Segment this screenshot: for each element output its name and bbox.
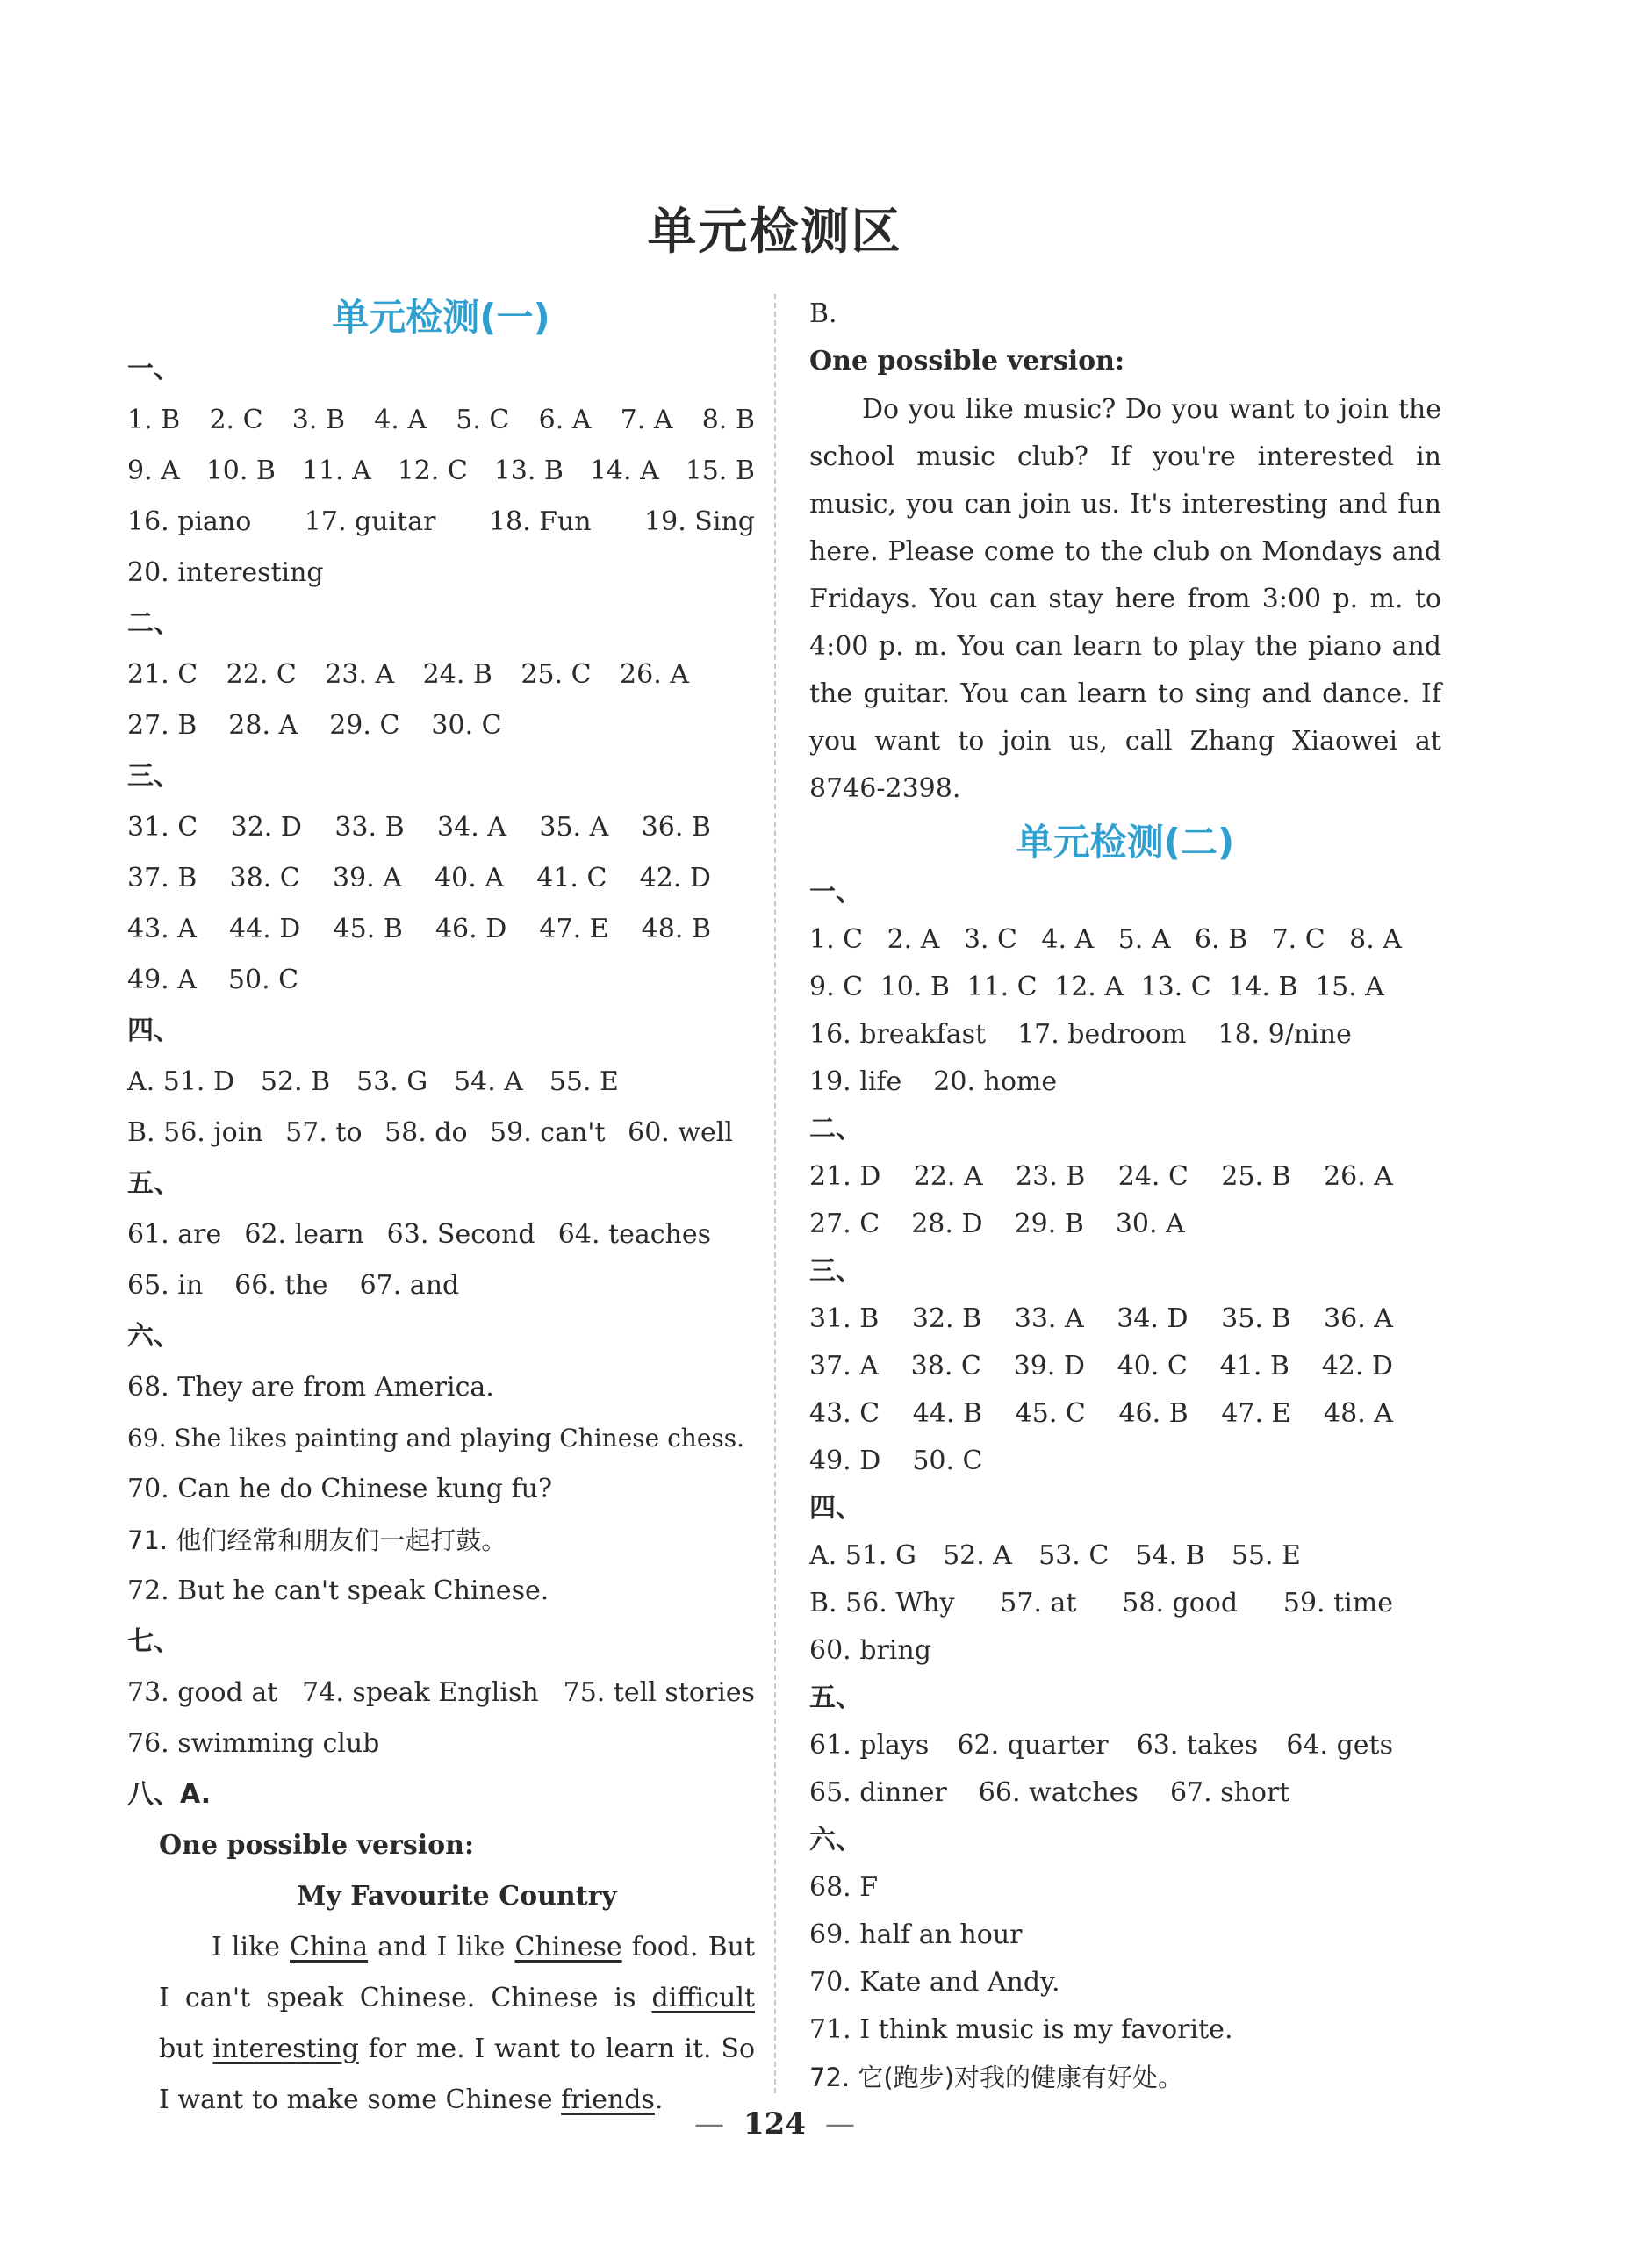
test2-s4-heading: 四、 [809, 1493, 862, 1524]
answer: 74. speak English [302, 1677, 539, 1708]
test2-s5-heading: 五、 [809, 1683, 862, 1713]
answer: 37. B [127, 863, 198, 893]
answer: A. 51. G [809, 1540, 916, 1571]
answer: 42. D [1321, 1351, 1393, 1381]
answer-row [809, 1769, 1441, 1817]
answer: 8. B [701, 405, 755, 435]
answer: 19. life [809, 1066, 902, 1097]
answer: 54. A [454, 1066, 523, 1097]
answer: 9. C [809, 972, 864, 1002]
answer: 17. guitar [304, 506, 436, 537]
answer: 60. bring [809, 1635, 931, 1666]
answer: 15. B [685, 456, 755, 486]
answer: 1. C [809, 924, 864, 955]
answer-line: 72. 它(跑步)对我的健康有好处。 [809, 2063, 1183, 2092]
answer: 31. B [809, 1303, 880, 1334]
answer: 41. B [1219, 1351, 1289, 1381]
answer: 46. D [435, 914, 507, 944]
answer: 52. B [260, 1066, 331, 1097]
answer: 67. and [359, 1270, 460, 1301]
answer: 48. B [641, 914, 711, 944]
page-title: 单元检测区 [647, 204, 902, 261]
answer: 49. D [809, 1446, 881, 1476]
test2-s1-heading: 一、 [809, 877, 862, 908]
answer: 62. learn [244, 1219, 364, 1250]
answer: 15. A [1315, 972, 1384, 1002]
answer: A. 51. D [127, 1066, 235, 1097]
test1-s6-heading: 六、 [127, 1321, 180, 1352]
answer: 52. A [943, 1540, 1012, 1571]
page-number-value: 124 [743, 2106, 806, 2142]
answer: 6. B [1194, 924, 1248, 955]
answer: 27. B [127, 710, 198, 741]
essay-title: My Favourite Country [297, 1881, 617, 1912]
answer: 53. C [1038, 1540, 1110, 1571]
answer: 60. well [628, 1117, 733, 1148]
answer: 43. A [127, 914, 197, 944]
answer: 34. D [1117, 1303, 1189, 1334]
answer: 53. G [356, 1066, 428, 1097]
essay-block [127, 1820, 755, 2126]
answer: 3. C [963, 924, 1017, 955]
answer-row [809, 1011, 1441, 1058]
test1-s1-heading: 一、 [127, 354, 180, 384]
answer: 37. A [809, 1351, 879, 1381]
test2-s6-heading: 六、 [809, 1825, 862, 1855]
answer-line: 68. They are from America. [127, 1372, 494, 1403]
answer: 13. B [493, 456, 564, 486]
answer: 55. E [1231, 1540, 1301, 1571]
essay-label: One possible version: [159, 1830, 475, 1861]
answer: 25. B [1221, 1161, 1291, 1192]
answer-row [809, 1201, 1441, 1248]
answer: 21. D [809, 1161, 881, 1192]
answer: 17. bedroom [1017, 1019, 1187, 1050]
answer-line: 70. Kate and Andy. [809, 1967, 1060, 1998]
answer: 28. D [911, 1209, 983, 1239]
answer: 67. short [1169, 1777, 1290, 1808]
answer: 58. do [384, 1117, 468, 1148]
answer-row [809, 1532, 1301, 1580]
answer-row [127, 802, 711, 853]
answer-row [809, 1580, 1393, 1627]
answer-line: 69. half an hour [809, 1920, 1023, 1950]
answer: 54. B [1135, 1540, 1205, 1571]
essay-text: I like [212, 1932, 290, 1963]
answer: 10. B [880, 972, 950, 1002]
essay-text: and I like [368, 1932, 515, 1963]
answer: 66. watches [978, 1777, 1138, 1808]
answer-row [809, 1438, 1441, 1485]
answer: 47. E [1221, 1398, 1291, 1429]
answer: 18. Fun [488, 506, 592, 537]
answer-row [809, 916, 1402, 964]
answer: 13. C [1140, 972, 1211, 1002]
answer: 18. 9/nine [1217, 1019, 1352, 1050]
answer: 48. A [1324, 1398, 1393, 1429]
answer: 40. C [1117, 1351, 1188, 1381]
answer-row [809, 1343, 1393, 1390]
answer: 2. C [209, 405, 263, 435]
answer: 22. C [226, 659, 297, 690]
answer: 23. B [1016, 1161, 1086, 1192]
answer: 76. swimming club [127, 1728, 380, 1759]
answer: 3. B [291, 405, 345, 435]
answer: 21. C [127, 659, 198, 690]
answer: 75. tell stories [563, 1677, 755, 1708]
answer: 49. A [127, 965, 197, 995]
answer: 45. B [333, 914, 403, 944]
answer: 30. A [1115, 1209, 1185, 1239]
answer: 27. C [809, 1209, 880, 1239]
essay-label: One possible version: [809, 346, 1125, 377]
test1-s3-heading: 三、 [127, 761, 180, 792]
page-number [0, 2106, 1549, 2142]
test1-s8-heading: 八、A. [127, 1779, 212, 1810]
answer: 35. A [539, 812, 609, 843]
answer: 16. piano [127, 506, 252, 537]
answer: 8. A [1349, 924, 1402, 955]
answer: 30. C [431, 710, 502, 741]
answer: 7. A [620, 405, 673, 435]
underlined-word: friends [561, 2085, 655, 2115]
answer-row [127, 446, 755, 497]
answer: 39. D [1013, 1351, 1085, 1381]
answer: 7. C [1271, 924, 1325, 955]
test1-s2-heading: 二、 [127, 608, 180, 639]
answer: 50. C [227, 965, 299, 995]
answer: 20. interesting [127, 557, 324, 588]
answer: 64. gets [1286, 1730, 1393, 1761]
answer: 25. C [521, 659, 592, 690]
answer-row [127, 1668, 755, 1719]
page-number-dash: — [694, 2106, 724, 2142]
column-divider [774, 294, 776, 2093]
answer: 63. takes [1136, 1730, 1259, 1761]
answer: 24. B [422, 659, 492, 690]
answer: 5. C [456, 405, 510, 435]
test1-s5-heading: 五、 [127, 1168, 180, 1199]
answer-line: 68. F [809, 1872, 879, 1903]
part-b-label: B. [809, 298, 837, 329]
answer-row [127, 1057, 619, 1108]
answer: 44. B [912, 1398, 983, 1429]
answer: 61. are [127, 1219, 222, 1250]
answer: 32. D [230, 812, 302, 843]
underlined-word: interesting [212, 2034, 359, 2064]
answer: 40. A [435, 863, 504, 893]
answer: 5. A [1117, 924, 1171, 955]
answer: 4. A [1041, 924, 1095, 955]
answer: 19. Sing [644, 506, 755, 537]
answer: 63. Second [386, 1219, 535, 1250]
answer: 29. C [329, 710, 400, 741]
right-column [809, 291, 1441, 2101]
answer: 58. good [1122, 1588, 1239, 1618]
answer: 11. A [301, 456, 371, 486]
answer-row [127, 395, 755, 446]
answer: 61. plays [809, 1730, 930, 1761]
answer-line: 69. She likes painting and playing Chinese chess. [127, 1424, 745, 1453]
essay-paragraph [159, 1922, 755, 2126]
test2-s2-heading: 二、 [809, 1114, 862, 1145]
answer: 36. A [1324, 1303, 1393, 1334]
answer: 47. E [539, 914, 609, 944]
answer: 46. B [1118, 1398, 1189, 1429]
left-column [127, 291, 755, 2126]
test2-title: 单元检测(二) [1016, 821, 1235, 864]
answer-line: 70. Can he do Chinese kung fu? [127, 1474, 553, 1504]
answer: 9. A [127, 456, 180, 486]
underlined-word: Chinese [514, 1932, 622, 1963]
answer-row [127, 1108, 733, 1159]
underlined-word: China [290, 1932, 369, 1963]
answer: 1. B [127, 405, 181, 435]
answer-row [127, 904, 711, 955]
essay-paragraph: Do you like music? Do you want to join the school music club? If you're interested in music, you can join us. It's interesting and fun here. Please come to the club on Mondays and Fridays. You can stay here from 3:00 p. m. to 4:00 p. m. You can learn to play the piano and the guitar. You can learn to sing and dance. If you want to join us, call Zhang Xiaowei at 8746-2398. [809, 394, 1441, 804]
answer: 35. B [1221, 1303, 1291, 1334]
answer: 59. time [1282, 1588, 1393, 1618]
answer: 31. C [127, 812, 198, 843]
answer: 23. A [325, 659, 395, 690]
answer: 43. C [809, 1398, 880, 1429]
answer: 57. to [285, 1117, 363, 1148]
answer: 42. D [639, 863, 711, 893]
answer: 73. good at [127, 1677, 278, 1708]
essay-text: for me. I want to learn it. So I want to make some Chinese [159, 2034, 756, 2115]
answer: 26. A [620, 659, 689, 690]
answer: 66. the [234, 1270, 328, 1301]
answer-row [127, 649, 689, 700]
answer: 29. B [1014, 1209, 1084, 1239]
answer: 65. in [127, 1270, 204, 1301]
answer: 33. A [1014, 1303, 1084, 1334]
answer: 14. A [589, 456, 659, 486]
answer-row [127, 955, 755, 1006]
answer-row [127, 1209, 711, 1260]
answer: 12. C [397, 456, 468, 486]
answer: 20. home [933, 1066, 1058, 1097]
answer: 12. A [1054, 972, 1124, 1002]
answer-line: 72. But he can't speak Chinese. [127, 1575, 549, 1606]
answer: 2. A [887, 924, 940, 955]
test1-s4-heading: 四、 [127, 1015, 180, 1046]
essay-text: . [654, 2085, 664, 2115]
answer: 26. A [1324, 1161, 1393, 1192]
answer-row [809, 964, 1384, 1011]
answer: 50. C [912, 1446, 983, 1476]
answer: 64. teaches [557, 1219, 711, 1250]
answer-row [809, 1390, 1393, 1438]
page-number-dash: — [824, 2106, 855, 2142]
answer: 34. A [437, 812, 506, 843]
test2-s3-heading: 三、 [809, 1256, 862, 1287]
answer: 24. C [1117, 1161, 1189, 1192]
answer: 36. B [641, 812, 711, 843]
answer-row [127, 853, 711, 904]
answer: 11. C [966, 972, 1038, 1002]
answer: 14. B [1228, 972, 1298, 1002]
answer: 65. dinner [809, 1777, 947, 1808]
answer: 62. quarter [957, 1730, 1109, 1761]
answer: 45. C [1015, 1398, 1086, 1429]
answer: 44. D [229, 914, 301, 944]
answer: 55. E [549, 1066, 619, 1097]
answer-row [127, 1260, 755, 1311]
answer-row [809, 1295, 1393, 1343]
answer: 32. B [911, 1303, 982, 1334]
answer: B. 56. Why [809, 1588, 955, 1618]
answer: 28. A [228, 710, 298, 741]
test1-s7-heading: 七、 [127, 1626, 180, 1657]
essay-text: food. But I can't speak Chinese. Chinese is [159, 1932, 756, 2013]
answer-row [127, 700, 755, 751]
answer: 6. A [538, 405, 592, 435]
answer: B. 56. join [127, 1117, 263, 1148]
answer-line: 71. 他们经常和朋友们一起打鼓。 [127, 1525, 507, 1555]
answer: 39. A [332, 863, 402, 893]
essay-text: but [159, 2034, 213, 2064]
underlined-word: difficult [651, 1983, 755, 2013]
answer: 41. C [536, 863, 607, 893]
answer: 59. can't [490, 1117, 606, 1148]
answer-line: 71. I think music is my favorite. [809, 2014, 1233, 2045]
answer: 16. breakfast [809, 1019, 987, 1050]
answer-row [809, 1058, 1441, 1106]
answer-row [809, 1722, 1393, 1769]
answer: 10. B [205, 456, 276, 486]
answer-row [809, 1153, 1393, 1201]
answer: 33. B [334, 812, 405, 843]
answer: 38. C [910, 1351, 981, 1381]
answer: 4. A [374, 405, 427, 435]
test1-title: 单元检测(一) [332, 296, 550, 339]
answer: 22. A [913, 1161, 983, 1192]
answer-row [127, 497, 755, 548]
answer: 57. at [1000, 1588, 1077, 1618]
answer: 38. C [229, 863, 300, 893]
